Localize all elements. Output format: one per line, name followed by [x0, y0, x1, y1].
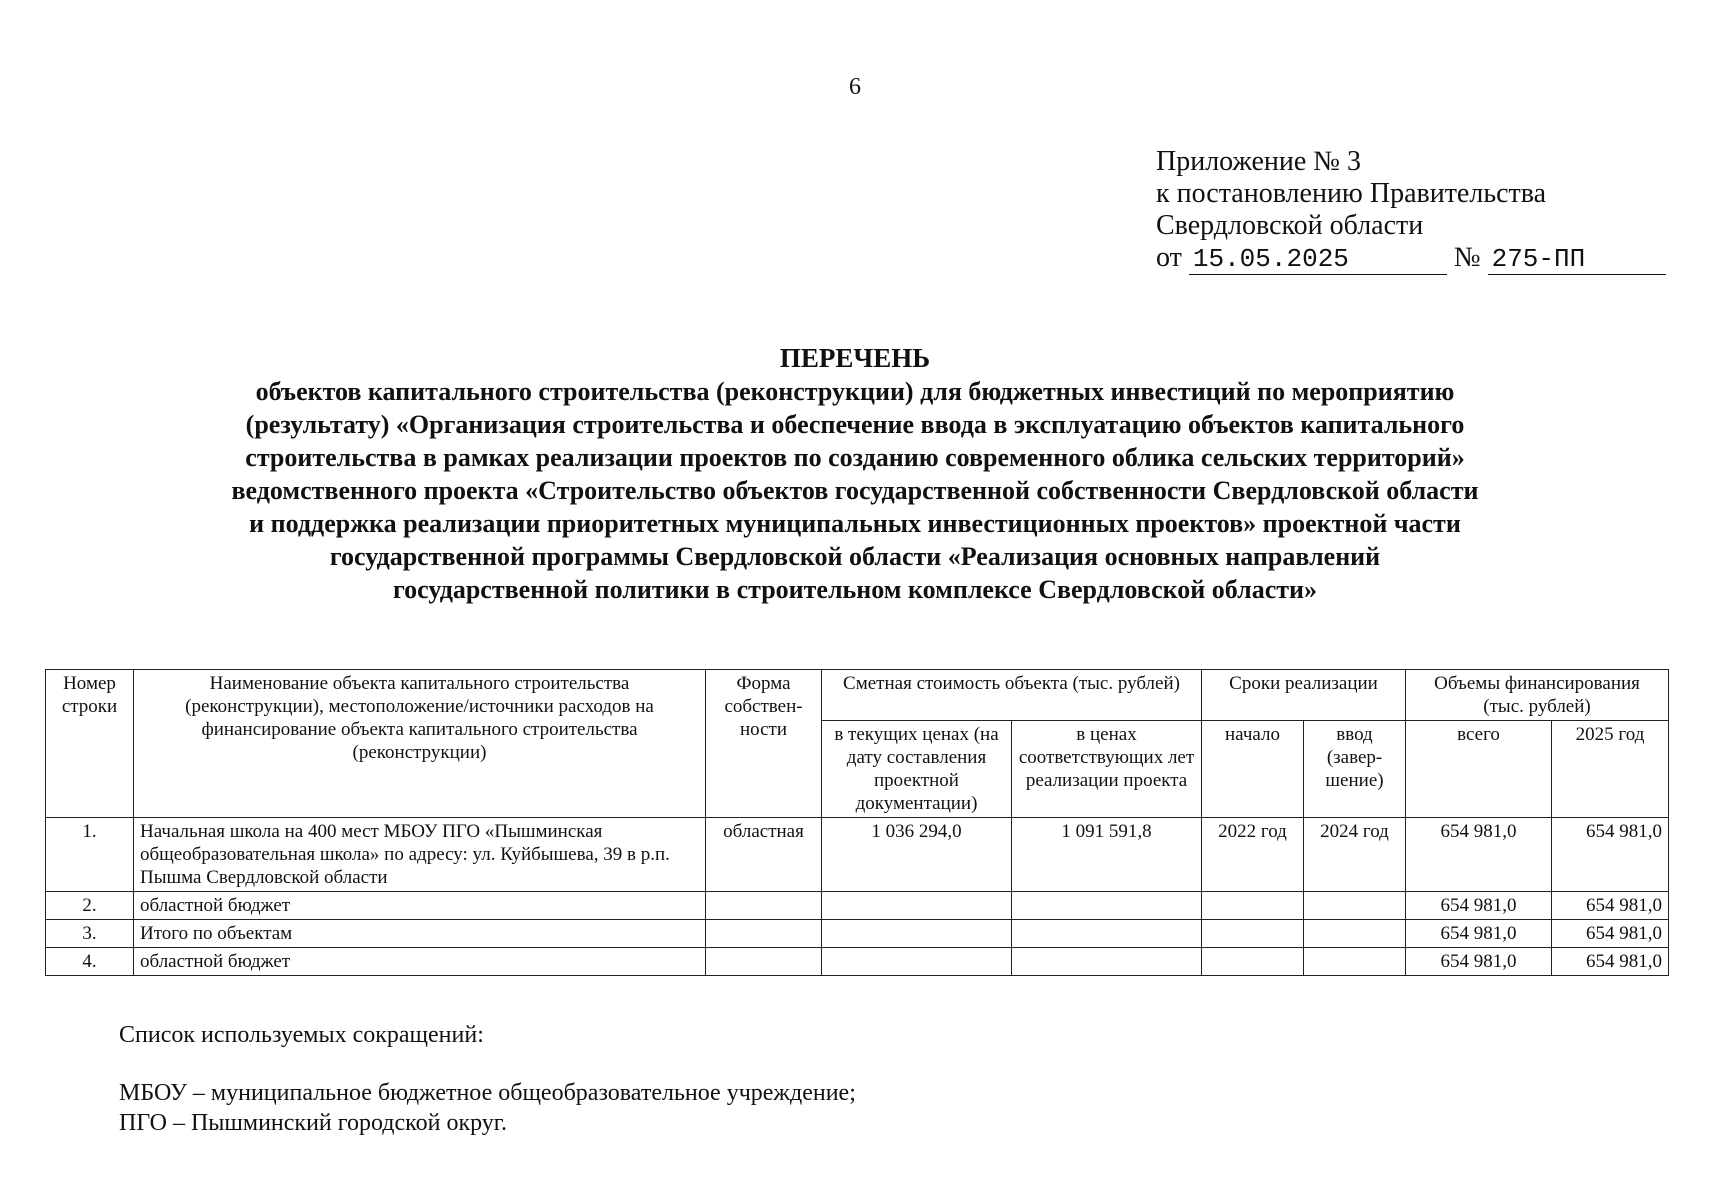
appendix-region: Свердловской области	[1156, 210, 1424, 241]
cell-completion	[1304, 892, 1406, 920]
cell-num: 4.	[46, 948, 134, 976]
appendix-resolution: к постановлению Правительства	[1156, 178, 1547, 209]
abbreviation-item: МБОУ – муниципальное бюджетное общеобразовательное учреждение;	[119, 1080, 856, 1106]
page-number: 6	[849, 74, 861, 100]
table-row	[46, 920, 1669, 948]
title-line: и поддержка реализации приоритетных муниципальных инвестиционных проектов» проектной части	[249, 509, 1461, 538]
cell-total: 654 981,0	[1406, 892, 1552, 920]
cell-cost-current	[822, 948, 1012, 976]
abbreviations-block	[119, 1020, 856, 1138]
cell-ownership: областная	[706, 818, 822, 892]
cell-cost-current	[822, 920, 1012, 948]
table-row	[46, 892, 1669, 920]
header-start: начало	[1202, 721, 1304, 818]
cell-start	[1202, 892, 1304, 920]
appendix-block	[1156, 146, 1676, 275]
header-cost-years: в ценах соответствующих лет реализации проекта	[1012, 721, 1202, 818]
cell-start	[1202, 920, 1304, 948]
cell-name: Итого по объектам	[134, 920, 706, 948]
title-line: (результату) «Организация строительства и обеспечение ввода в эксплуатацию объектов капитального	[245, 410, 1465, 439]
cell-name: Начальная школа на 400 мест МБОУ ПГО «Пышминская общеобразовательная школа» по адресу: ул. Куйбышева, 39 в р.п. Пышма Свердловской области	[134, 818, 706, 892]
cell-cost-years	[1012, 948, 1202, 976]
header-2025: 2025 год	[1552, 721, 1669, 818]
header-row-number: Номер строки	[46, 670, 134, 818]
header-completion: ввод (завер-шение)	[1304, 721, 1406, 818]
table-header-row	[46, 670, 1669, 721]
document-title	[100, 342, 1610, 606]
title-line: государственной программы Свердловской области «Реализация основных направлений	[329, 542, 1381, 571]
header-name: Наименование объекта капитального строительства (реконструкции), местоположение/источники расходов на финансирование объекта капитального строительства (реконструкции)	[134, 670, 706, 818]
cell-start: 2022 год	[1202, 818, 1304, 892]
header-estimated-cost: Сметная стоимость объекта (тыс. рублей)	[822, 670, 1202, 721]
cell-total: 654 981,0	[1406, 948, 1552, 976]
cell-total: 654 981,0	[1406, 920, 1552, 948]
number-label: №	[1453, 242, 1481, 273]
resolution-number: 275-ПП	[1488, 244, 1666, 275]
cell-2025: 654 981,0	[1552, 920, 1669, 948]
objects-table	[45, 669, 1669, 976]
title-heading: ПЕРЕЧЕНЬ	[779, 343, 931, 373]
appendix-title: Приложение № 3	[1156, 146, 1361, 177]
cell-cost-years	[1012, 920, 1202, 948]
cell-cost-current: 1 036 294,0	[822, 818, 1012, 892]
appendix-date-line	[1156, 242, 1676, 275]
abbreviation-item: ПГО – Пышминский городской округ.	[119, 1110, 507, 1136]
cell-num: 2.	[46, 892, 134, 920]
cell-completion	[1304, 948, 1406, 976]
cell-start	[1202, 948, 1304, 976]
cell-completion: 2024 год	[1304, 818, 1406, 892]
cell-num: 3.	[46, 920, 134, 948]
cell-2025: 654 981,0	[1552, 892, 1669, 920]
cell-total: 654 981,0	[1406, 818, 1552, 892]
cell-completion	[1304, 920, 1406, 948]
title-line: ведомственного проекта «Строительство объектов государственной собственности Свердловской области	[231, 476, 1479, 505]
table-row	[46, 818, 1669, 892]
cell-cost-years: 1 091 591,8	[1012, 818, 1202, 892]
cell-name: областной бюджет	[134, 948, 706, 976]
cell-ownership	[706, 948, 822, 976]
cell-ownership	[706, 920, 822, 948]
title-line: государственной политики в строительном комплексе Свердловской области»	[392, 575, 1318, 604]
header-terms: Сроки реализации	[1202, 670, 1406, 721]
resolution-date: 15.05.2025	[1189, 244, 1447, 275]
cell-name: областной бюджет	[134, 892, 706, 920]
header-cost-current: в текущих ценах (на дату составления проектной документации)	[822, 721, 1012, 818]
table-row	[46, 948, 1669, 976]
title-line: объектов капитального строительства (реконструкции) для бюджетных инвестиций по мероприятию	[255, 377, 1455, 406]
header-ownership: Форма собствен-ности	[706, 670, 822, 818]
cell-2025: 654 981,0	[1552, 948, 1669, 976]
from-label: от	[1156, 242, 1182, 273]
abbreviations-heading: Список используемых сокращений:	[119, 1022, 484, 1048]
header-funding: Объемы финансирования (тыс. рублей)	[1406, 670, 1669, 721]
cell-ownership	[706, 892, 822, 920]
cell-cost-current	[822, 892, 1012, 920]
cell-cost-years	[1012, 892, 1202, 920]
title-line: строительства в рамках реализации проектов по созданию современного облика сельских территорий»	[245, 443, 1465, 472]
cell-num: 1.	[46, 818, 134, 892]
cell-2025: 654 981,0	[1552, 818, 1669, 892]
header-total: всего	[1406, 721, 1552, 818]
